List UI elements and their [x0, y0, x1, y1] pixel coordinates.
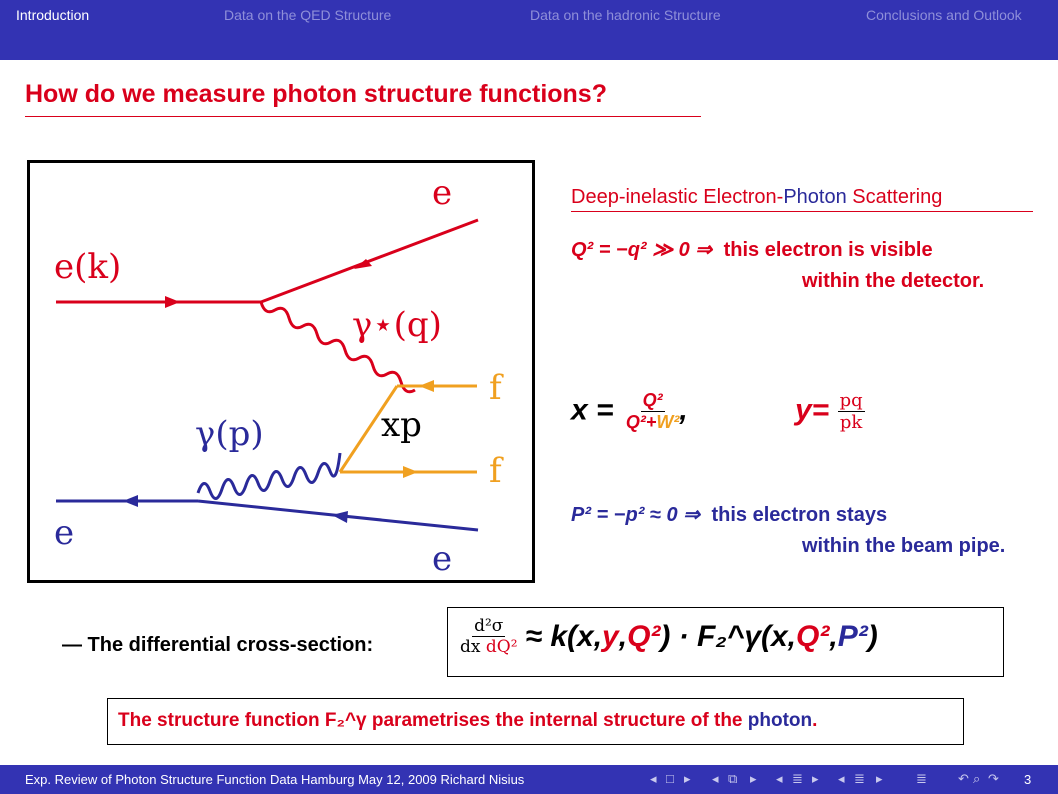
nav-hadronic-structure[interactable]: Data on the hadronic Structure — [530, 7, 721, 23]
q2-formula: Q² = −q² ≫ 0 ⇒ — [571, 239, 713, 261]
label-e-beam-right: e — [432, 539, 453, 579]
x-definition — [571, 390, 688, 433]
top-navigation-bar — [0, 0, 1058, 60]
page-number: 3 — [1024, 772, 1032, 787]
x-lhs: x = — [571, 393, 614, 427]
x-numerator: Q² — [642, 390, 663, 410]
q2-line — [571, 237, 933, 262]
prev-frame-icon[interactable]: ◂ — [650, 771, 657, 786]
structure-function-note — [118, 710, 817, 732]
next-subsection-icon[interactable]: ▸ — [750, 771, 757, 786]
q2-text-1: this electron is visible — [723, 239, 933, 261]
nav-qed-structure[interactable]: Data on the QED Structure — [224, 7, 392, 23]
dis-heading — [571, 186, 942, 209]
heading-part-b: Photon — [783, 186, 847, 208]
p2-line — [571, 502, 887, 527]
prev-part-icon[interactable]: ◂ — [838, 771, 845, 786]
frame-icon[interactable]: □ — [666, 771, 674, 786]
heading-part-c: Scattering — [846, 186, 943, 208]
formula-q2: Q² — [627, 619, 661, 653]
prev-section-icon[interactable]: ◂ — [776, 771, 783, 786]
label-e-beam-left: e — [54, 513, 75, 553]
note-text-c: . — [812, 710, 818, 731]
quark-top-arrow — [419, 380, 434, 392]
label-gamma-star-q: γ⋆(q) — [352, 305, 442, 345]
scattered-electron-line — [261, 220, 478, 302]
search-icon[interactable]: ⌕ — [973, 771, 981, 786]
formula-approx-k: ≈ k(x, — [525, 619, 603, 653]
title-underline — [25, 116, 701, 117]
fraction-denominator — [460, 637, 518, 657]
heading-part-a: Deep-inelastic Electron- — [571, 186, 784, 208]
beam-electron-left-arrow — [123, 495, 138, 507]
fraction-den-b: dQ² — [480, 637, 518, 657]
structure-function-note-box — [107, 698, 964, 745]
quark-bottom-arrow — [403, 466, 418, 478]
footer-text: Exp. Review of Photon Structure Function Data Hamburg May 12, 2009 Richard Nisius — [25, 772, 525, 787]
y-definition — [795, 390, 865, 433]
x-fraction — [626, 390, 680, 433]
cross-section-formula-box — [447, 607, 1004, 677]
real-photon-line — [198, 453, 340, 499]
y-numerator: pq — [839, 390, 863, 411]
label-gamma-p: γ(p) — [195, 414, 264, 454]
formula-comma-2: , — [829, 619, 838, 653]
note-text-a: The structure function F₂^γ parametrises the internal structure of the — [118, 710, 748, 731]
fraction-den-a: dx — [460, 637, 481, 657]
feynman-diagram — [27, 160, 535, 583]
next-frame-icon[interactable]: ▸ — [684, 771, 691, 786]
part-icon[interactable]: ≣ — [854, 771, 865, 786]
p2-text-1: this electron stays — [711, 504, 888, 526]
cross-section-fraction — [460, 616, 518, 657]
cross-section-label: — The differential cross-section: — [62, 634, 374, 656]
x-comma: , — [679, 393, 688, 427]
beam-electron-right-arrow — [332, 511, 348, 523]
redo-icon[interactable]: ↷ — [988, 771, 999, 786]
toc-icon[interactable]: ≣ — [916, 771, 927, 786]
y-lhs: y= — [795, 393, 830, 427]
label-e-k: e(k) — [54, 247, 122, 287]
fraction-numerator: d²σ — [474, 616, 504, 636]
nav-conclusions[interactable]: Conclusions and Outlook — [866, 7, 1022, 23]
y-fraction — [838, 390, 865, 433]
incoming-electron-arrow — [165, 296, 180, 308]
next-section-icon[interactable]: ▸ — [812, 771, 819, 786]
p2-formula: P² = −p² ≈ 0 ⇒ — [571, 504, 700, 526]
label-f-bottom: f — [489, 451, 502, 491]
footer-bar — [0, 765, 1058, 794]
y-denominator: pk — [839, 412, 863, 433]
feynman-diagram-svg — [30, 163, 532, 580]
formula-mid: ) · F₂^γ(x, — [660, 619, 797, 653]
nav-introduction[interactable]: Introduction — [16, 7, 90, 23]
x-den-a: Q²+ — [625, 412, 657, 432]
formula-close: ) — [867, 619, 878, 653]
dis-heading-underline — [571, 211, 1033, 212]
undo-icon[interactable]: ↶ — [958, 771, 969, 786]
next-part-icon[interactable]: ▸ — [876, 771, 883, 786]
label-e-out: e — [432, 173, 453, 213]
prev-subsection-icon[interactable]: ◂ — [712, 771, 719, 786]
q2-text-2: within the detector. — [802, 270, 985, 292]
subsection-icon[interactable]: ⧉ — [728, 771, 738, 786]
slide-title: How do we measure photon structure functions? — [25, 80, 607, 108]
cross-section-formula — [460, 616, 878, 657]
label-xp: xp — [381, 405, 422, 445]
formula-q2b: Q² — [796, 619, 830, 653]
formula-p2: P² — [837, 619, 868, 653]
x-den-b: W² — [656, 412, 680, 432]
note-text-b: photon — [747, 710, 813, 731]
p2-text-2: within the beam pipe. — [802, 535, 1006, 557]
formula-y: y — [602, 619, 619, 653]
formula-comma: , — [618, 619, 628, 653]
label-f-top: f — [489, 368, 502, 408]
section-icon[interactable]: ≣ — [792, 771, 803, 786]
x-denominator — [626, 412, 680, 433]
